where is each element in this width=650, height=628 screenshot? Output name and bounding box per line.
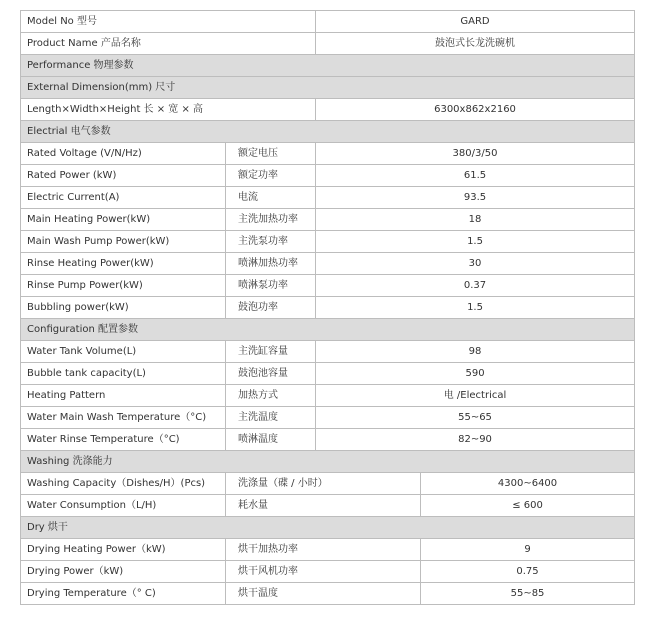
spec-en: Rinse Pump Power(kW) [21,275,226,297]
section-header [21,121,635,143]
spec-cn: 电流 [226,187,316,209]
product-value: 鼓泡式长龙洗碗机 [316,33,635,55]
spec-en: Water Tank Volume(L) [21,341,226,363]
spec-row [21,231,635,253]
spec-row [21,275,635,297]
spec-value: 0.37 [316,275,635,297]
spec-value: 380/3/50 [316,143,635,165]
spec-cn: 主洗泵功率 [226,231,316,253]
spec-en: Rated Power (kW) [21,165,226,187]
spec-value: 18 [316,209,635,231]
spec-cn: 鼓泡功率 [226,297,316,319]
spec-en: Water Consumption（L/H) [21,495,226,517]
external-dimension-title: External Dimension(mm) 尺寸 [21,77,635,99]
spec-row [21,385,635,407]
dimension-value: 6300x862x2160 [316,99,635,121]
spec-cn: 主洗加热功率 [226,209,316,231]
product-label: Product Name 产品名称 [21,33,316,55]
dimension-row [21,99,635,121]
spec-value: 30 [316,253,635,275]
spec-en: Main Heating Power(kW) [21,209,226,231]
configuration-title: Configuration 配置参数 [21,319,635,341]
electrial-title: Electrial 电气参数 [21,121,635,143]
spec-row [21,143,635,165]
spec-value: 98 [316,341,635,363]
section-header [21,517,635,539]
spec-value: 9 [421,539,635,561]
spec-value: 1.5 [316,297,635,319]
spec-en: Drying Heating Power（kW) [21,539,226,561]
spec-row [21,253,635,275]
spec-value: ≤ 600 [421,495,635,517]
spec-row [21,473,635,495]
spec-en: Water Main Wash Temperature（°C) [21,407,226,429]
spec-row [21,341,635,363]
section-header [21,77,635,99]
dry-title: Dry 烘干 [21,517,635,539]
spec-en: Electric Current(A) [21,187,226,209]
spec-cn: 鼓泡池容量 [226,363,316,385]
spec-value: 590 [316,363,635,385]
spec-cn: 喷淋温度 [226,429,316,451]
spec-en: Rinse Heating Power(kW) [21,253,226,275]
spec-value: 93.5 [316,187,635,209]
spec-sheet [20,10,634,605]
spec-cn: 加热方式 [226,385,316,407]
spec-row [21,561,635,583]
spec-cn: 主洗缸容量 [226,341,316,363]
spec-table [20,10,635,605]
spec-value: 55~65 [316,407,635,429]
spec-row [21,583,635,605]
spec-en: Washing Capacity（Dishes/H）(Pcs) [21,473,226,495]
spec-value: 1.5 [316,231,635,253]
spec-value: 0.75 [421,561,635,583]
spec-value: 61.5 [316,165,635,187]
spec-row [21,297,635,319]
section-header [21,55,635,77]
performance-title: Performance 物理参数 [21,55,635,77]
spec-en: Bubble tank capacity(L) [21,363,226,385]
washing-title: Washing 洗涤能力 [21,451,635,473]
section-header [21,451,635,473]
spec-row [21,209,635,231]
spec-value: 55~85 [421,583,635,605]
spec-row [21,407,635,429]
spec-row [21,429,635,451]
spec-en: Bubbling power(kW) [21,297,226,319]
spec-value: 电 /Electrical [316,385,635,407]
spec-cn: 主洗温度 [226,407,316,429]
spec-en: Main Wash Pump Power(kW) [21,231,226,253]
spec-row [21,187,635,209]
spec-row [21,495,635,517]
spec-en: Drying Temperature（° C) [21,583,226,605]
spec-cn: 烘干温度 [226,583,421,605]
spec-value: 4300~6400 [421,473,635,495]
model-row [21,11,635,33]
spec-en: Rated Voltage (V/N/Hz) [21,143,226,165]
model-value: GARD [316,11,635,33]
spec-en: Drying Power（kW) [21,561,226,583]
spec-cn: 喷淋加热功率 [226,253,316,275]
spec-row [21,363,635,385]
spec-row [21,165,635,187]
spec-cn: 额定电压 [226,143,316,165]
spec-en: Heating Pattern [21,385,226,407]
spec-en: Water Rinse Temperature（°C) [21,429,226,451]
spec-cn: 洗涤量（碟 / 小时） [226,473,421,495]
spec-cn: 喷淋泵功率 [226,275,316,297]
spec-value: 82~90 [316,429,635,451]
spec-cn: 耗水量 [226,495,421,517]
product-row [21,33,635,55]
spec-row [21,539,635,561]
spec-cn: 额定功率 [226,165,316,187]
dimension-label: Length×Width×Height 长 × 宽 × 高 [21,99,316,121]
spec-cn: 烘干加热功率 [226,539,421,561]
model-label: Model No 型号 [21,11,316,33]
spec-cn: 烘干风机功率 [226,561,421,583]
section-header [21,319,635,341]
